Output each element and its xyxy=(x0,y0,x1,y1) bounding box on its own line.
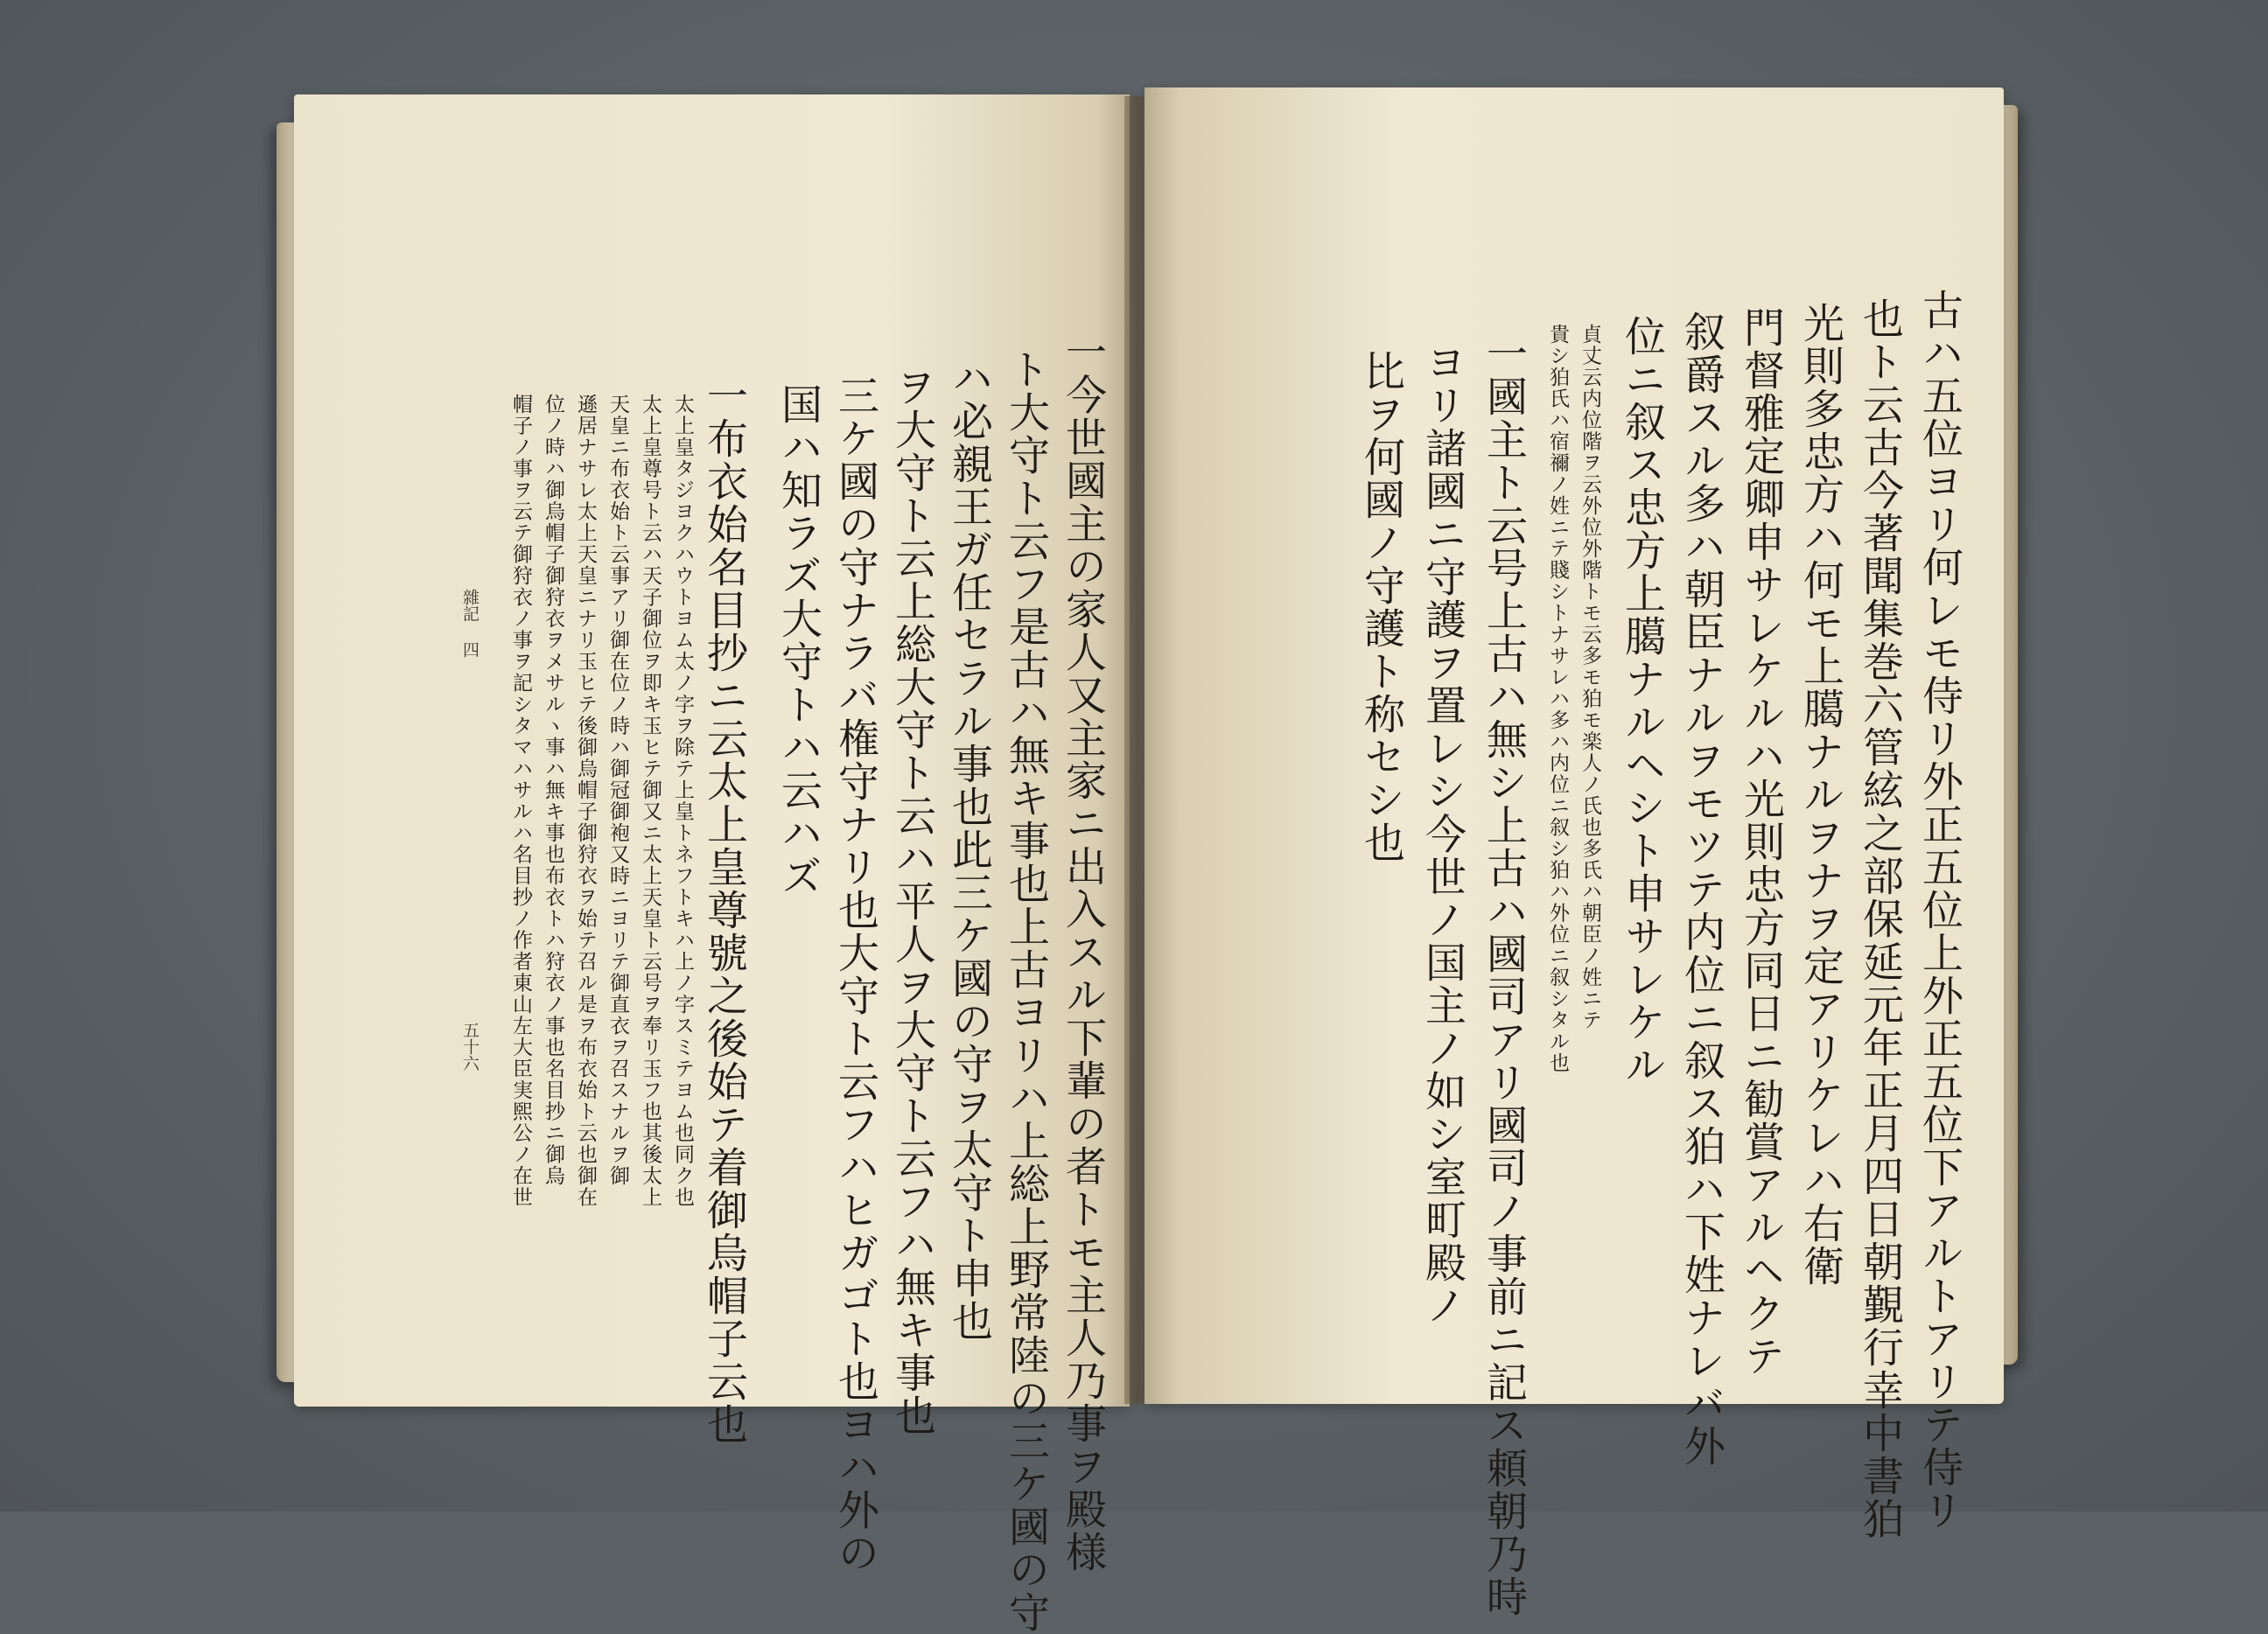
right-col-6: 位ニ叙ス忠方上臈ナルヘシト申サレケル xyxy=(1618,315,1666,1086)
left-page xyxy=(294,94,1130,1634)
right-col-5: 叙爵スル多ハ朝臣ナルヲモツテ内位ニ叙ス狛ハ下姓ナレバ外 xyxy=(1677,311,1726,1468)
left-col-2: ト大守ト云フ是古ハ無キ事也上古ヨリハ上総上野常陸の三ケ國の守 xyxy=(1002,348,1050,1634)
open-book xyxy=(262,87,2030,1634)
left-col-6: 国ハ知ラズ大守トハ云ハズ xyxy=(774,383,822,897)
right-col-2: 也ト云古今著聞集巻六管絃之部保延元年正月四日朝覲行幸中書狛 xyxy=(1856,297,1904,1540)
left-col-5: 三ケ國の守ナラバ権守ナリ也大守ト云フハヒガゴト也ヨハ外の xyxy=(831,374,879,1575)
left-note-1: 太上皇タジヨクハウトヨム太ノ字ヲ除テ上皇トネフトキハ上ノ字スミテヨム也同ク也 xyxy=(671,394,694,1208)
right-col-1: 古ハ五位ヨリ何レモ侍リ外正五位上外正五位下アルトアリテ侍リ xyxy=(1915,289,1964,1532)
left-note-6: 帽子ノ事ヲ云テ御狩衣ノ事ヲ記シタマハサルハ名目抄ノ作者東山左大臣実煕公ノ在世 xyxy=(509,394,532,1208)
right-note-2: 貴シ狛氏ハ宿禰ノ姓ニテ賤シトナサレハ多ハ内位ニ叙シ狛ハ外位ニ叙シタル也 xyxy=(1546,324,1569,1074)
left-note-4: 遜居ナサレ太上天皇ニナリ玉ヒテ後御烏帽子御狩衣ヲ始テ召ル是ヲ布衣始ト云也御在 xyxy=(574,394,597,1208)
right-col-3: 光則多忠方ハ何モ上臈ナルヲナヲ定アリケレハ右衛 xyxy=(1796,302,1844,1288)
left-col-1: 一今世國主の家人又主家ニ出入スル下輩の者トモ主人乃事ヲ殿様 xyxy=(1059,331,1107,1574)
right-col-4: 門督雅定卿申サレケルハ光則忠方同日ニ勧賞アルヘクテ xyxy=(1737,306,1785,1378)
left-col-4: ヲ大守ト云上総大守ト云ハ平人ヲ大守ト云フハ無キ事也 xyxy=(888,366,936,1437)
right-col-9: 比ヲ何國ノ守護ト称セシ也 xyxy=(1357,350,1405,864)
right-page xyxy=(1144,87,2004,1618)
left-col-3: ハ必親王ガ任セラル事也此三ケ國の守ヲ太守ト申也 xyxy=(945,357,993,1343)
right-note-1: 貞丈云内位階ヲ云外位外階トモ云多モ狛モ楽人ノ氏也多氏ハ朝臣ノ姓ニテ xyxy=(1578,324,1601,1031)
left-note-2: 太上皇尊号ト云ハ天子御位ヲ即キ玉ヒテ御又ニ太上天皇ト云号ヲ奉リ玉フ也其後太上 xyxy=(639,394,662,1208)
right-col-7: 一國主ト云号上古ハ無シ上古ハ國司アリ國司ノ事前ニ記ス頼朝乃時 xyxy=(1480,332,1528,1618)
page-folio: 五十六 xyxy=(460,1022,480,1072)
left-col-7: 一布衣始名目抄ニ云太上皇尊號之後始テ着御烏帽子云也 xyxy=(700,374,748,1446)
margin-title: 雜記 四 xyxy=(460,589,480,658)
left-note-3: 天皇ニ布衣始ト云事アリ御在位ノ時ハ御冠御袍又時ニヨリテ御直衣ヲ召スナルヲ御 xyxy=(606,394,629,1187)
right-col-8: ヨリ諸國ニ守護ヲ置レシ今世ノ国主ノ如シ室町殿ノ xyxy=(1418,341,1466,1327)
left-note-5: 位ノ時ハ御烏帽子御狩衣ヲメサルヽ事ハ無キ事也布衣トハ狩衣ノ事也名目抄ニ御烏 xyxy=(542,394,564,1187)
